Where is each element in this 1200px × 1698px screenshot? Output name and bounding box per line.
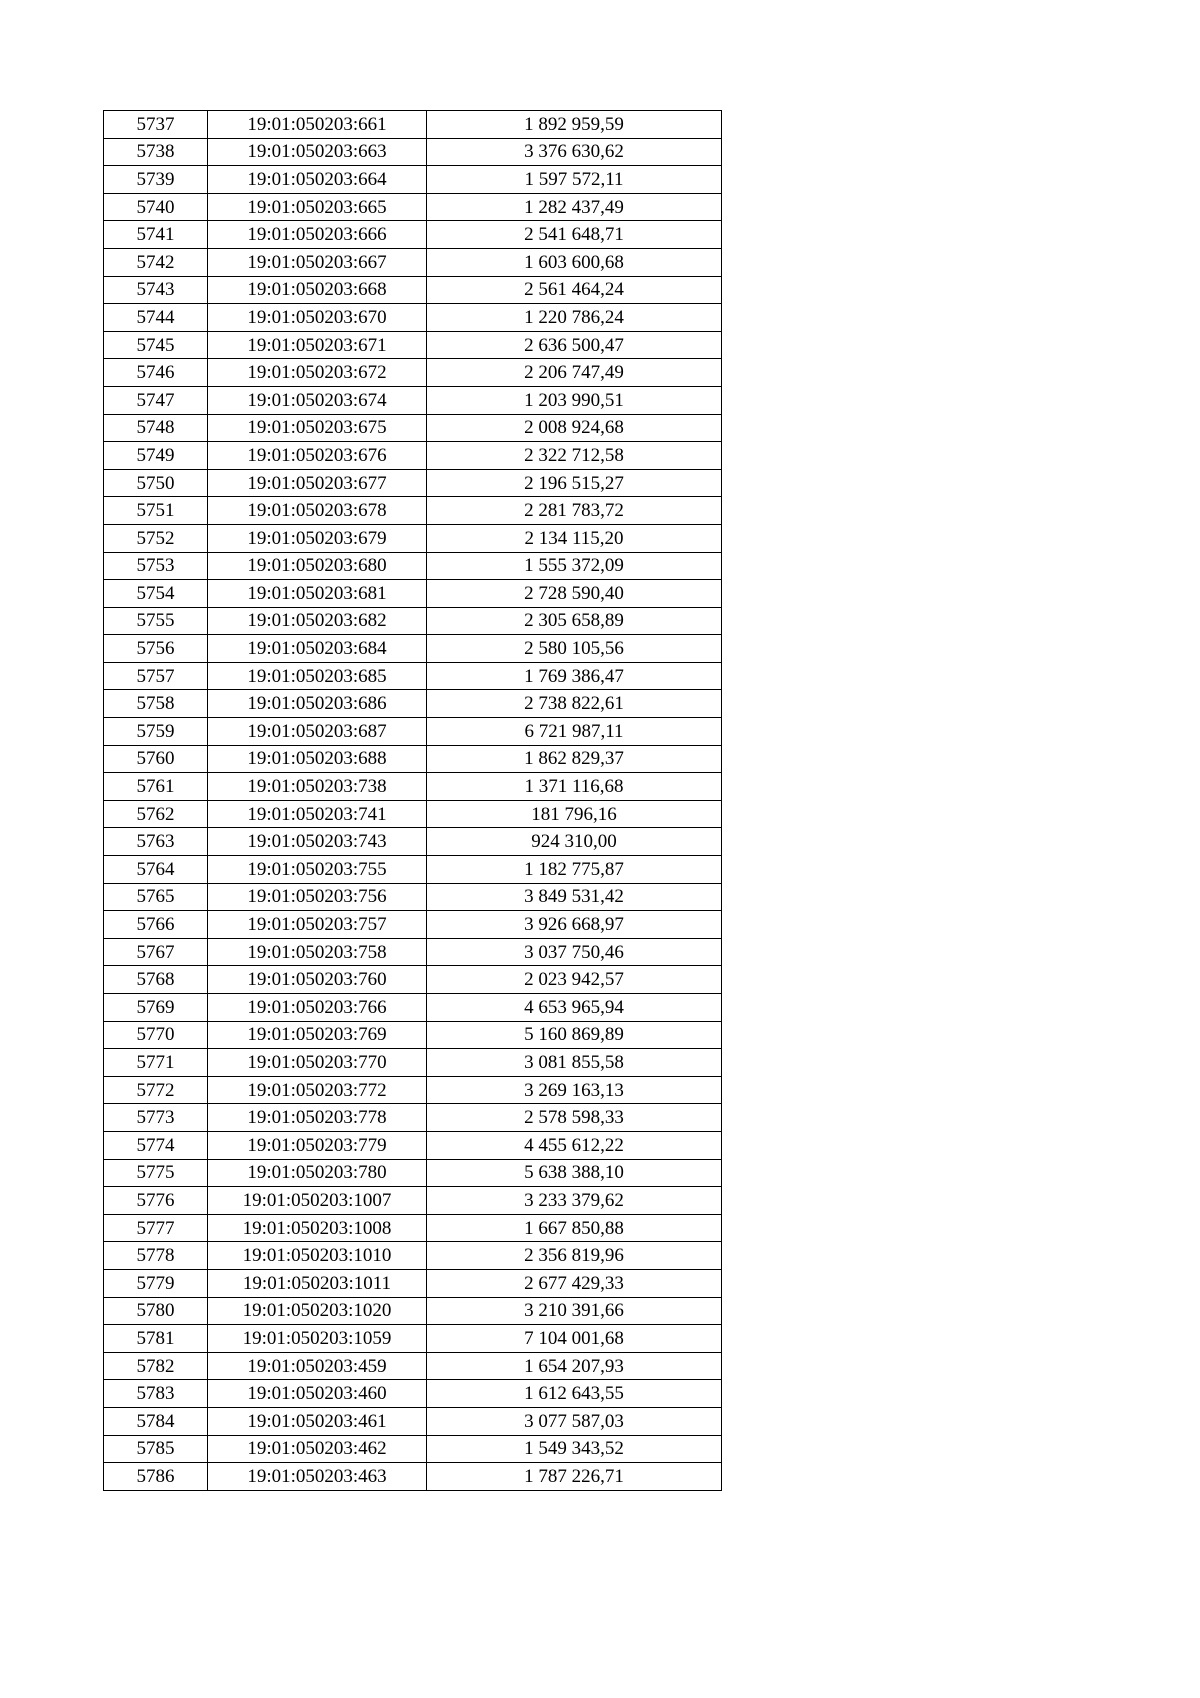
cadastral-number-cell: 19:01:050203:778 — [208, 1104, 427, 1132]
value-cell: 1 182 775,87 — [427, 856, 722, 884]
table-row — [104, 276, 722, 304]
table-row — [104, 524, 722, 552]
value-cell: 2 561 464,24 — [427, 276, 722, 304]
value-cell: 2 356 819,96 — [427, 1242, 722, 1270]
table-body — [104, 111, 722, 1491]
cadastral-number-cell: 19:01:050203:1007 — [208, 1187, 427, 1215]
table-row — [104, 773, 722, 801]
row-number-cell: 5737 — [104, 111, 208, 139]
value-cell: 181 796,16 — [427, 800, 722, 828]
table-row — [104, 745, 722, 773]
value-cell: 1 787 226,71 — [427, 1463, 722, 1491]
row-number-cell: 5760 — [104, 745, 208, 773]
cadastral-number-cell: 19:01:050203:671 — [208, 331, 427, 359]
value-cell: 1 892 959,59 — [427, 111, 722, 139]
value-cell: 924 310,00 — [427, 828, 722, 856]
value-cell: 1 549 343,52 — [427, 1435, 722, 1463]
row-number-cell: 5756 — [104, 635, 208, 663]
table-row — [104, 938, 722, 966]
row-number-cell: 5772 — [104, 1076, 208, 1104]
value-cell: 1 282 437,49 — [427, 193, 722, 221]
table-row — [104, 690, 722, 718]
value-cell: 5 160 869,89 — [427, 1021, 722, 1049]
value-cell: 7 104 001,68 — [427, 1325, 722, 1353]
row-number-cell: 5748 — [104, 414, 208, 442]
value-cell: 3 081 855,58 — [427, 1049, 722, 1077]
cadastral-number-cell: 19:01:050203:743 — [208, 828, 427, 856]
table-row — [104, 1159, 722, 1187]
row-number-cell: 5779 — [104, 1269, 208, 1297]
row-number-cell: 5738 — [104, 138, 208, 166]
table-row — [104, 414, 722, 442]
table-row — [104, 331, 722, 359]
table-row — [104, 1380, 722, 1408]
cadastral-value-table — [103, 110, 722, 1491]
row-number-cell: 5753 — [104, 552, 208, 580]
value-cell: 2 580 105,56 — [427, 635, 722, 663]
row-number-cell: 5749 — [104, 442, 208, 470]
cadastral-number-cell: 19:01:050203:461 — [208, 1407, 427, 1435]
row-number-cell: 5775 — [104, 1159, 208, 1187]
cadastral-number-cell: 19:01:050203:667 — [208, 248, 427, 276]
row-number-cell: 5745 — [104, 331, 208, 359]
table-row — [104, 662, 722, 690]
row-number-cell: 5740 — [104, 193, 208, 221]
row-number-cell: 5773 — [104, 1104, 208, 1132]
row-number-cell: 5776 — [104, 1187, 208, 1215]
value-cell: 2 636 500,47 — [427, 331, 722, 359]
cadastral-number-cell: 19:01:050203:755 — [208, 856, 427, 884]
row-number-cell: 5774 — [104, 1131, 208, 1159]
cadastral-number-cell: 19:01:050203:674 — [208, 386, 427, 414]
row-number-cell: 5767 — [104, 938, 208, 966]
cadastral-number-cell: 19:01:050203:770 — [208, 1049, 427, 1077]
table-row — [104, 138, 722, 166]
table-row — [104, 1325, 722, 1353]
cadastral-number-cell: 19:01:050203:672 — [208, 359, 427, 387]
row-number-cell: 5759 — [104, 718, 208, 746]
cadastral-number-cell: 19:01:050203:677 — [208, 469, 427, 497]
cadastral-number-cell: 19:01:050203:1008 — [208, 1214, 427, 1242]
row-number-cell: 5769 — [104, 994, 208, 1022]
table-row — [104, 1435, 722, 1463]
cadastral-number-cell: 19:01:050203:780 — [208, 1159, 427, 1187]
table-row — [104, 248, 722, 276]
row-number-cell: 5762 — [104, 800, 208, 828]
table-row — [104, 193, 722, 221]
row-number-cell: 5747 — [104, 386, 208, 414]
cadastral-number-cell: 19:01:050203:1020 — [208, 1297, 427, 1325]
value-cell: 1 667 850,88 — [427, 1214, 722, 1242]
cadastral-number-cell: 19:01:050203:679 — [208, 524, 427, 552]
table-row — [104, 994, 722, 1022]
row-number-cell: 5764 — [104, 856, 208, 884]
cadastral-number-cell: 19:01:050203:463 — [208, 1463, 427, 1491]
row-number-cell: 5761 — [104, 773, 208, 801]
cadastral-number-cell: 19:01:050203:688 — [208, 745, 427, 773]
row-number-cell: 5741 — [104, 221, 208, 249]
value-cell: 2 134 115,20 — [427, 524, 722, 552]
cadastral-number-cell: 19:01:050203:664 — [208, 166, 427, 194]
value-cell: 3 210 391,66 — [427, 1297, 722, 1325]
row-number-cell: 5739 — [104, 166, 208, 194]
table-row — [104, 386, 722, 414]
value-cell: 1 612 643,55 — [427, 1380, 722, 1408]
value-cell: 1 220 786,24 — [427, 304, 722, 332]
row-number-cell: 5777 — [104, 1214, 208, 1242]
row-number-cell: 5771 — [104, 1049, 208, 1077]
value-cell: 2 578 598,33 — [427, 1104, 722, 1132]
row-number-cell: 5765 — [104, 883, 208, 911]
value-cell: 2 541 648,71 — [427, 221, 722, 249]
table-row — [104, 1242, 722, 1270]
cadastral-number-cell: 19:01:050203:676 — [208, 442, 427, 470]
row-number-cell: 5763 — [104, 828, 208, 856]
row-number-cell: 5782 — [104, 1352, 208, 1380]
value-cell: 3 233 379,62 — [427, 1187, 722, 1215]
row-number-cell: 5751 — [104, 497, 208, 525]
table-row — [104, 1021, 722, 1049]
row-number-cell: 5742 — [104, 248, 208, 276]
value-cell: 2 023 942,57 — [427, 966, 722, 994]
cadastral-number-cell: 19:01:050203:681 — [208, 580, 427, 608]
cadastral-number-cell: 19:01:050203:757 — [208, 911, 427, 939]
row-number-cell: 5783 — [104, 1380, 208, 1408]
row-number-cell: 5746 — [104, 359, 208, 387]
table-row — [104, 111, 722, 139]
value-cell: 2 008 924,68 — [427, 414, 722, 442]
table-row — [104, 359, 722, 387]
row-number-cell: 5780 — [104, 1297, 208, 1325]
value-cell: 4 653 965,94 — [427, 994, 722, 1022]
cadastral-number-cell: 19:01:050203:686 — [208, 690, 427, 718]
value-cell: 2 322 712,58 — [427, 442, 722, 470]
cadastral-number-cell: 19:01:050203:1059 — [208, 1325, 427, 1353]
value-cell: 1 654 207,93 — [427, 1352, 722, 1380]
value-cell: 1 603 600,68 — [427, 248, 722, 276]
cadastral-number-cell: 19:01:050203:779 — [208, 1131, 427, 1159]
table-row — [104, 718, 722, 746]
value-cell: 3 269 163,13 — [427, 1076, 722, 1104]
value-cell: 2 281 783,72 — [427, 497, 722, 525]
table-row — [104, 966, 722, 994]
value-cell: 2 738 822,61 — [427, 690, 722, 718]
cadastral-number-cell: 19:01:050203:668 — [208, 276, 427, 304]
value-cell: 3 037 750,46 — [427, 938, 722, 966]
table-row — [104, 166, 722, 194]
cadastral-number-cell: 19:01:050203:684 — [208, 635, 427, 663]
cadastral-number-cell: 19:01:050203:756 — [208, 883, 427, 911]
cadastral-number-cell: 19:01:050203:741 — [208, 800, 427, 828]
table-row — [104, 497, 722, 525]
value-cell: 1 555 372,09 — [427, 552, 722, 580]
table-row — [104, 580, 722, 608]
cadastral-number-cell: 19:01:050203:666 — [208, 221, 427, 249]
table-row — [104, 883, 722, 911]
row-number-cell: 5778 — [104, 1242, 208, 1270]
value-cell: 2 728 590,40 — [427, 580, 722, 608]
table-row — [104, 1131, 722, 1159]
table-row — [104, 1269, 722, 1297]
cadastral-number-cell: 19:01:050203:665 — [208, 193, 427, 221]
value-cell: 2 305 658,89 — [427, 607, 722, 635]
table-row — [104, 1352, 722, 1380]
value-cell: 1 769 386,47 — [427, 662, 722, 690]
row-number-cell: 5754 — [104, 580, 208, 608]
table-row — [104, 304, 722, 332]
value-cell: 1 862 829,37 — [427, 745, 722, 773]
cadastral-number-cell: 19:01:050203:462 — [208, 1435, 427, 1463]
cadastral-number-cell: 19:01:050203:766 — [208, 994, 427, 1022]
table-row — [104, 469, 722, 497]
value-cell: 2 677 429,33 — [427, 1269, 722, 1297]
table-row — [104, 1407, 722, 1435]
row-number-cell: 5768 — [104, 966, 208, 994]
cadastral-number-cell: 19:01:050203:661 — [208, 111, 427, 139]
cadastral-number-cell: 19:01:050203:760 — [208, 966, 427, 994]
row-number-cell: 5758 — [104, 690, 208, 718]
row-number-cell: 5755 — [104, 607, 208, 635]
cadastral-number-cell: 19:01:050203:772 — [208, 1076, 427, 1104]
row-number-cell: 5750 — [104, 469, 208, 497]
table-row — [104, 1214, 722, 1242]
cadastral-number-cell: 19:01:050203:738 — [208, 773, 427, 801]
value-cell: 2 206 747,49 — [427, 359, 722, 387]
table-row — [104, 1297, 722, 1325]
value-cell: 1 371 116,68 — [427, 773, 722, 801]
value-cell: 3 376 630,62 — [427, 138, 722, 166]
value-cell: 3 849 531,42 — [427, 883, 722, 911]
table-row — [104, 1076, 722, 1104]
cadastral-number-cell: 19:01:050203:460 — [208, 1380, 427, 1408]
table-row — [104, 800, 722, 828]
table-row — [104, 552, 722, 580]
row-number-cell: 5766 — [104, 911, 208, 939]
table-row — [104, 635, 722, 663]
row-number-cell: 5781 — [104, 1325, 208, 1353]
table-row — [104, 1463, 722, 1491]
cadastral-number-cell: 19:01:050203:670 — [208, 304, 427, 332]
cadastral-number-cell: 19:01:050203:459 — [208, 1352, 427, 1380]
cadastral-number-cell: 19:01:050203:678 — [208, 497, 427, 525]
value-cell: 4 455 612,22 — [427, 1131, 722, 1159]
row-number-cell: 5743 — [104, 276, 208, 304]
table-row — [104, 221, 722, 249]
value-cell: 3 926 668,97 — [427, 911, 722, 939]
row-number-cell: 5752 — [104, 524, 208, 552]
cadastral-number-cell: 19:01:050203:769 — [208, 1021, 427, 1049]
value-cell: 3 077 587,03 — [427, 1407, 722, 1435]
cadastral-number-cell: 19:01:050203:1010 — [208, 1242, 427, 1270]
cadastral-number-cell: 19:01:050203:675 — [208, 414, 427, 442]
value-cell: 1 597 572,11 — [427, 166, 722, 194]
cadastral-number-cell: 19:01:050203:685 — [208, 662, 427, 690]
value-cell: 6 721 987,11 — [427, 718, 722, 746]
value-cell: 1 203 990,51 — [427, 386, 722, 414]
value-cell: 2 196 515,27 — [427, 469, 722, 497]
row-number-cell: 5786 — [104, 1463, 208, 1491]
cadastral-number-cell: 19:01:050203:663 — [208, 138, 427, 166]
cadastral-number-cell: 19:01:050203:758 — [208, 938, 427, 966]
table-row — [104, 442, 722, 470]
cadastral-number-cell: 19:01:050203:687 — [208, 718, 427, 746]
table-row — [104, 856, 722, 884]
cadastral-number-cell: 19:01:050203:682 — [208, 607, 427, 635]
cadastral-number-cell: 19:01:050203:680 — [208, 552, 427, 580]
row-number-cell: 5785 — [104, 1435, 208, 1463]
row-number-cell: 5744 — [104, 304, 208, 332]
table-row — [104, 607, 722, 635]
cadastral-number-cell: 19:01:050203:1011 — [208, 1269, 427, 1297]
row-number-cell: 5757 — [104, 662, 208, 690]
row-number-cell: 5770 — [104, 1021, 208, 1049]
table-row — [104, 1049, 722, 1077]
row-number-cell: 5784 — [104, 1407, 208, 1435]
table-row — [104, 1104, 722, 1132]
table-row — [104, 1187, 722, 1215]
table-row — [104, 828, 722, 856]
table-row — [104, 911, 722, 939]
value-cell: 5 638 388,10 — [427, 1159, 722, 1187]
